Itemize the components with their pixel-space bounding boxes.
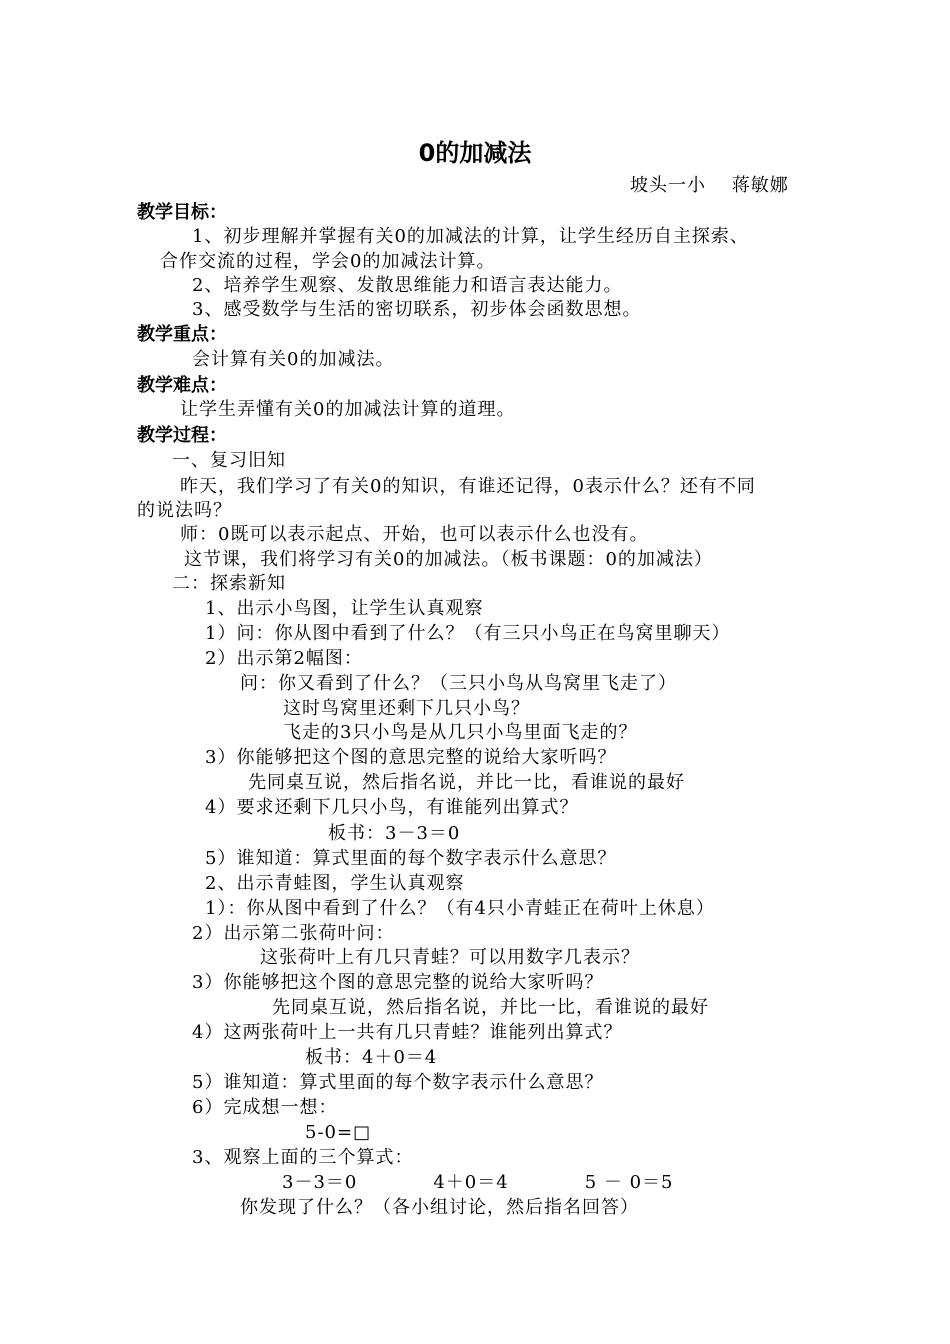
process-line: 3）你能够把这个图的意思完整的说给大家听吗？ [205,747,617,768]
process-line: 3）你能够把这个图的意思完整的说给大家听吗？ [192,972,604,993]
page-title: 0的加减法 [418,139,532,167]
process-line: 二：探索新知 [172,573,286,594]
process-line: 昨天，我们学习了有关0的知识，有谁还记得，0表示什么？还有不同 [180,476,756,497]
process-line: 3、观察上面的三个算式： [192,1147,414,1168]
key-point-text: 会计算有关0的加减法。 [192,349,395,370]
difficulty-text: 让学生弄懂有关0的加减法计算的道理。 [180,399,516,420]
process-line: 的说法吗？ [137,500,232,521]
process-line: 这时鸟窝里还剩下几只小鸟？ [283,698,530,719]
process-line: 2、出示青蛙图，学生认真观察 [205,873,465,894]
process-line: 先同桌互说，然后指名说，并比一比，看谁说的最好 [272,997,709,1018]
process-line: 4）要求还剩下几只小鸟，有谁能列出算式？ [205,797,579,818]
goal-item-3: 3、感受数学与生活的密切联系，初步体会函数思想。 [192,299,642,320]
author-line: 坡头一小 蒋敏娜 [630,175,789,196]
process-line: 板书：3－3＝0 [328,823,461,844]
process-line: 板书：4＋0＝4 [305,1047,438,1068]
process-line: 1、出示小鸟图，让学生认真观察 [205,598,484,619]
process-line: 5）谁知道：算式里面的每个数字表示什么意思？ [192,1072,604,1093]
goal-item-2: 2、培养学生观察、发散思维能力和语言表达能力。 [192,275,623,296]
process-line: 5-0=□ [305,1122,372,1143]
difficulty-heading: 教学难点： [137,375,227,396]
goals-heading: 教学目标： [137,202,227,223]
goal-item-1-cont: 合作交流的过程，学会0的加减法计算。 [160,251,496,272]
process-line: 问：你又看到了什么？（三只小鸟从鸟窝里飞走了） [240,673,677,694]
process-line: 1）问：你从图中看到了什么？（有三只小鸟正在鸟窝里聊天） [205,623,731,644]
process-line: 你发现了什么？（各小组讨论，然后指名回答） [240,1197,639,1218]
process-line: 2）出示第二张荷叶问： [192,923,395,944]
process-line: 5）谁知道：算式里面的每个数字表示什么意思？ [205,848,617,869]
process-line: 2）出示第2幅图： [205,648,363,669]
process-line: 师：0既可以表示起点、开始，也可以表示什么也没有。 [180,524,649,545]
process-heading: 教学过程： [137,425,227,446]
key-point-heading: 教学重点： [137,324,227,345]
process-line: 6）完成想一想： [192,1097,338,1118]
process-line: 一、复习旧知 [172,450,286,471]
process-line: 这节课，我们将学习有关0的加减法。（板书课题：0的加减法） [184,549,713,570]
goal-item-1: 1、初步理解并掌握有关0的加减法的计算，让学生经历自主探索、 [192,226,749,247]
process-line: 1）：你从图中看到了什么？（有4只小青蛙正在荷叶上休息） [205,898,715,919]
process-line: 3－3＝0 4＋0＝4 5 － 0＝5 [282,1172,674,1193]
process-line: 4）这两张荷叶上一共有几只青蛙？谁能列出算式？ [192,1022,623,1043]
process-line: 先同桌互说，然后指名说，并比一比，看谁说的最好 [248,772,685,793]
process-line: 这张荷叶上有几只青蛙？可以用数字几表示？ [260,947,640,968]
process-line: 飞走的3只小鸟是从几只小鸟里面飞走的？ [283,722,638,743]
